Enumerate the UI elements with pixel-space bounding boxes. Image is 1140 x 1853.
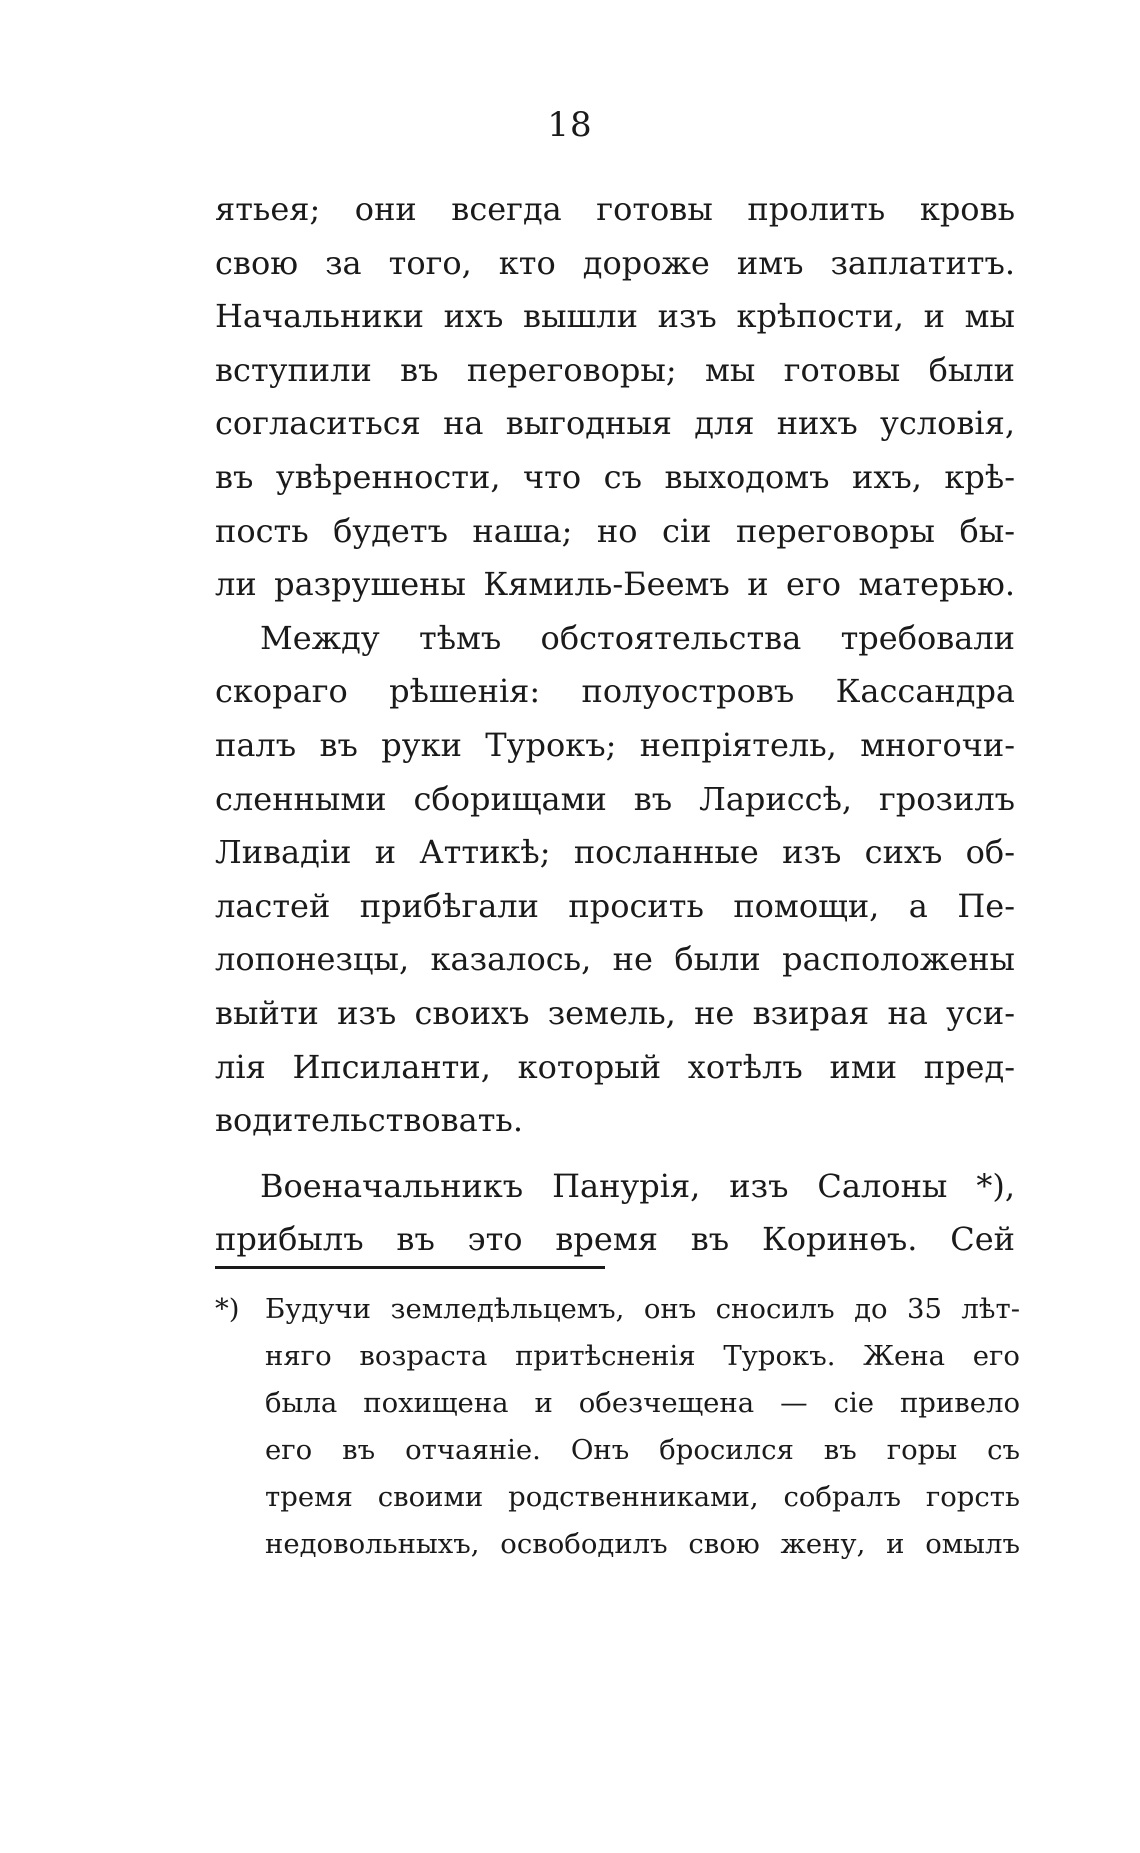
main-text bbox=[215, 183, 1015, 1267]
text-line: прибылъ въ это время въ Коринѳъ. Сей bbox=[215, 1220, 1015, 1259]
footnote-marker: *) bbox=[215, 1293, 240, 1325]
text-line: въ увѣренности, что съ выходомъ ихъ, крѣ- bbox=[215, 457, 1015, 496]
footnote-line: няго возраста притѣсненія Турокъ. Жена его bbox=[265, 1340, 1020, 1372]
text-line: скораго рѣшенія: полуостровъ Кассандра bbox=[215, 672, 1015, 711]
text-line: ластей прибѣгали просить помощи, а Пе- bbox=[215, 886, 1015, 925]
footnote-line-text: Будучи земледѣльцемъ, онъ сносилъ до 35 лѣт- bbox=[265, 1293, 1020, 1325]
text-line: пость будетъ наша; но сіи переговоры бы- bbox=[215, 511, 1015, 550]
text-line: сленными сборищами въ Ларисcѣ, грозилъ bbox=[215, 779, 1015, 818]
paragraph-last-line: водительствовать. bbox=[215, 1101, 523, 1140]
text-line: лопонезцы, казалось, не были расположены bbox=[215, 940, 1015, 979]
paragraph-first-line: Между тѣмъ обстоятельства требовали bbox=[260, 618, 1015, 657]
text-line: свою за того, кто дороже имъ заплатитъ. bbox=[215, 243, 1015, 282]
footnote-line: тремя своими родственниками, собралъ горсть bbox=[265, 1481, 1020, 1513]
text-line: Начальники ихъ вышли изъ крѣпости, и мы bbox=[215, 297, 1015, 336]
text-line: палъ въ руки Турокъ; непріятель, многочи- bbox=[215, 725, 1015, 764]
paragraph-first-line: Военачальникъ Панурія, изъ Салоны *), bbox=[260, 1166, 1015, 1205]
text-line: ятьея; они всегда готовы пролить кровь bbox=[215, 190, 1015, 228]
text-line: выйти изъ своихъ земель, не взирая на уси- bbox=[215, 993, 1015, 1032]
footnote-line bbox=[215, 1286, 1020, 1333]
footnote-line: была похищена и обезчещена — сіе привело bbox=[265, 1387, 1020, 1419]
paragraph-gap bbox=[215, 1148, 1015, 1160]
text-line: вступили въ переговоры; мы готовы были bbox=[215, 350, 1015, 389]
text-line: лія Ипсиланти, который хотѣлъ ими пред- bbox=[215, 1047, 1015, 1086]
footnote-separator bbox=[215, 1266, 605, 1269]
text-line: согласиться на выгодныя для нихъ условія, bbox=[215, 404, 1015, 443]
footnote-line: недовольныхъ, освободилъ свою жену, и омылъ bbox=[265, 1528, 1020, 1560]
text-line: Ливадіи и Аттикѣ; посланные изъ сихъ об- bbox=[215, 833, 1015, 872]
footnote bbox=[215, 1286, 1020, 1568]
page-number: 18 bbox=[547, 105, 593, 145]
footnote-line: его въ отчаяніе. Онъ бросился въ горы съ bbox=[265, 1434, 1020, 1466]
text-line: ли разрушены Кямиль-Беемъ и его матерью. bbox=[215, 565, 1015, 604]
